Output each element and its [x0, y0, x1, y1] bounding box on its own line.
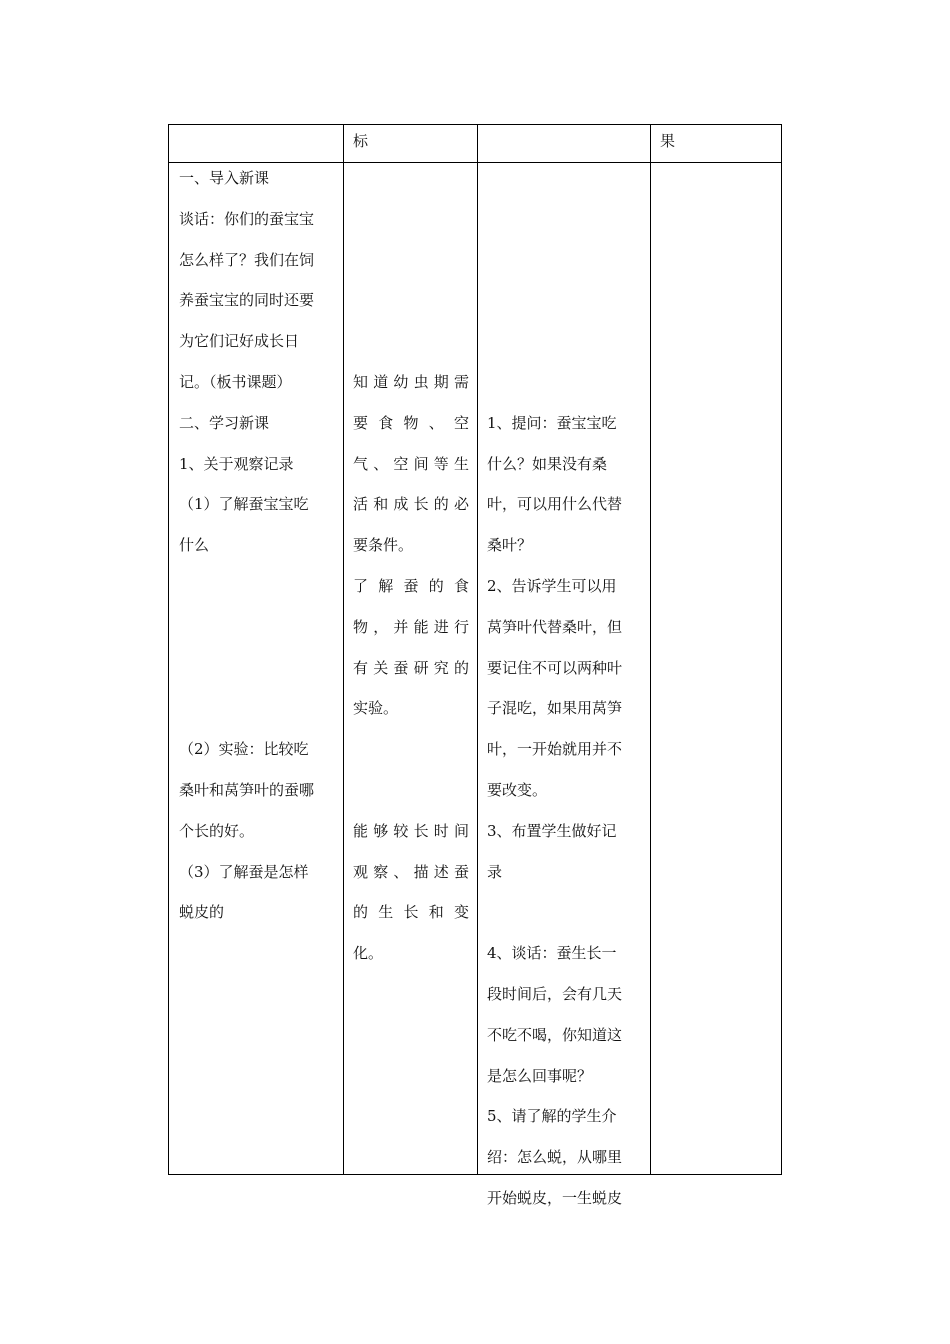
cell-text-line [487, 892, 641, 933]
cell-text-line: 桑叶和莴笋叶的蚕哪 [179, 780, 315, 799]
cell-text-line: 开始蜕皮，一生蜕皮 [487, 1188, 623, 1207]
cell-text-line [487, 362, 641, 403]
cell-text-line: 一、导入新课 [179, 169, 270, 187]
cell-text-line: 能够较长时间 [353, 821, 469, 840]
cell-text-line: 活和成长的必 [353, 495, 469, 514]
cell-text-line: 叶，可以用什么代替 [487, 495, 623, 514]
cell-text-line: 的 生 长 和 变 [353, 903, 469, 922]
header-cell-2: 标 [353, 132, 369, 150]
cell-text-line: 不吃不喝，你知道这 [487, 1025, 623, 1044]
cell-text-line: 4、谈话：蚕生长一 [487, 944, 617, 963]
cell-text-line [353, 158, 469, 199]
cell-text-line [353, 321, 469, 362]
cell-text-line: 段时间后，会有几天 [487, 984, 623, 1003]
header-cell-4: 果 [660, 132, 676, 150]
cell-text-line: 什么 [179, 536, 210, 555]
column-divider [650, 125, 651, 1174]
cell-text-line [487, 199, 641, 240]
cell-text-line: 桑叶？ [487, 536, 533, 555]
cell-text-line: 为它们记好成长日 [179, 332, 300, 351]
cell-text-line [487, 240, 641, 281]
cell-text-line: 2、告诉学生可以用 [487, 576, 617, 595]
cell-text-line [487, 280, 641, 321]
cell-text-line [487, 158, 641, 199]
cell-text-line: 有关蚕研究的 [353, 658, 469, 677]
cell-text-line [353, 280, 469, 321]
cell-text-line: （1）了解蚕宝宝吃 [179, 495, 309, 514]
cell-text-line: 5、请了解的学生介 [487, 1107, 617, 1126]
cell-text-line: 绍：怎么蜕，从哪里 [487, 1148, 623, 1167]
cell-text-line [179, 688, 337, 729]
cell-text-line: 要记住不可以两种叶 [487, 658, 623, 677]
cell-text-line: 观察、描述蚕 [353, 862, 469, 881]
cell-text-line: 了 解 蚕 的 食 [353, 576, 469, 595]
cell-text-line: 蜕皮的 [179, 903, 225, 922]
cell-text-line: 1、提问：蚕宝宝吃 [487, 413, 617, 432]
cell-text-line: 物，并能进行 [353, 617, 469, 636]
cell-text-line: 记。（板书课题） [179, 372, 292, 391]
cell-text-line: 3、布置学生做好记 [487, 821, 617, 840]
cell-text-line: 什么？如果没有桑 [487, 454, 608, 473]
cell-text-line: 怎么样了？我们在饲 [179, 250, 315, 269]
cell-text-line: 录 [487, 862, 503, 881]
activities-column [487, 158, 641, 1219]
column-divider [477, 125, 478, 1174]
cell-text-line: 要改变。 [487, 780, 548, 799]
cell-text-line: （2）实验：比较吃 [179, 740, 309, 759]
cell-text-line [487, 321, 641, 362]
cell-text-line: 要条件。 [353, 536, 414, 555]
cell-text-line: 养蚕宝宝的同时还要 [179, 291, 315, 310]
cell-text-line [179, 566, 337, 607]
cell-text-line: 莴笋叶代替桑叶，但 [487, 617, 623, 636]
cell-text-line [353, 729, 469, 770]
cell-text-line [353, 199, 469, 240]
cell-text-line: 知道幼虫期需 [353, 372, 469, 391]
column-divider [343, 125, 344, 1174]
cell-text-line: 实验。 [353, 699, 399, 718]
cell-text-line: 1、关于观察记录 [179, 454, 294, 473]
cell-text-line [179, 648, 337, 689]
content-column [179, 158, 337, 933]
cell-text-line: 要 食 物 、 空 [353, 413, 469, 432]
cell-text-line [353, 240, 469, 281]
cell-text-line: 二、学习新课 [179, 413, 270, 432]
objectives-column [353, 158, 469, 974]
cell-text-line: 叶，一开始就用并不 [487, 740, 623, 759]
lesson-plan-table [168, 124, 782, 1207]
cell-text-line: 个长的好。 [179, 821, 255, 840]
cell-text-line: 化。 [353, 944, 384, 963]
cell-text-line [179, 607, 337, 648]
cell-text-line: 谈话：你们的蚕宝宝 [179, 209, 315, 228]
cell-text-line: 气、空间等生 [353, 454, 469, 473]
cell-text-line [353, 770, 469, 811]
cell-text-line: 是怎么回事呢？ [487, 1066, 593, 1085]
cell-text-line: （3）了解蚕是怎样 [179, 862, 309, 881]
cell-text-line: 子混吃，如果用莴笋 [487, 699, 623, 718]
